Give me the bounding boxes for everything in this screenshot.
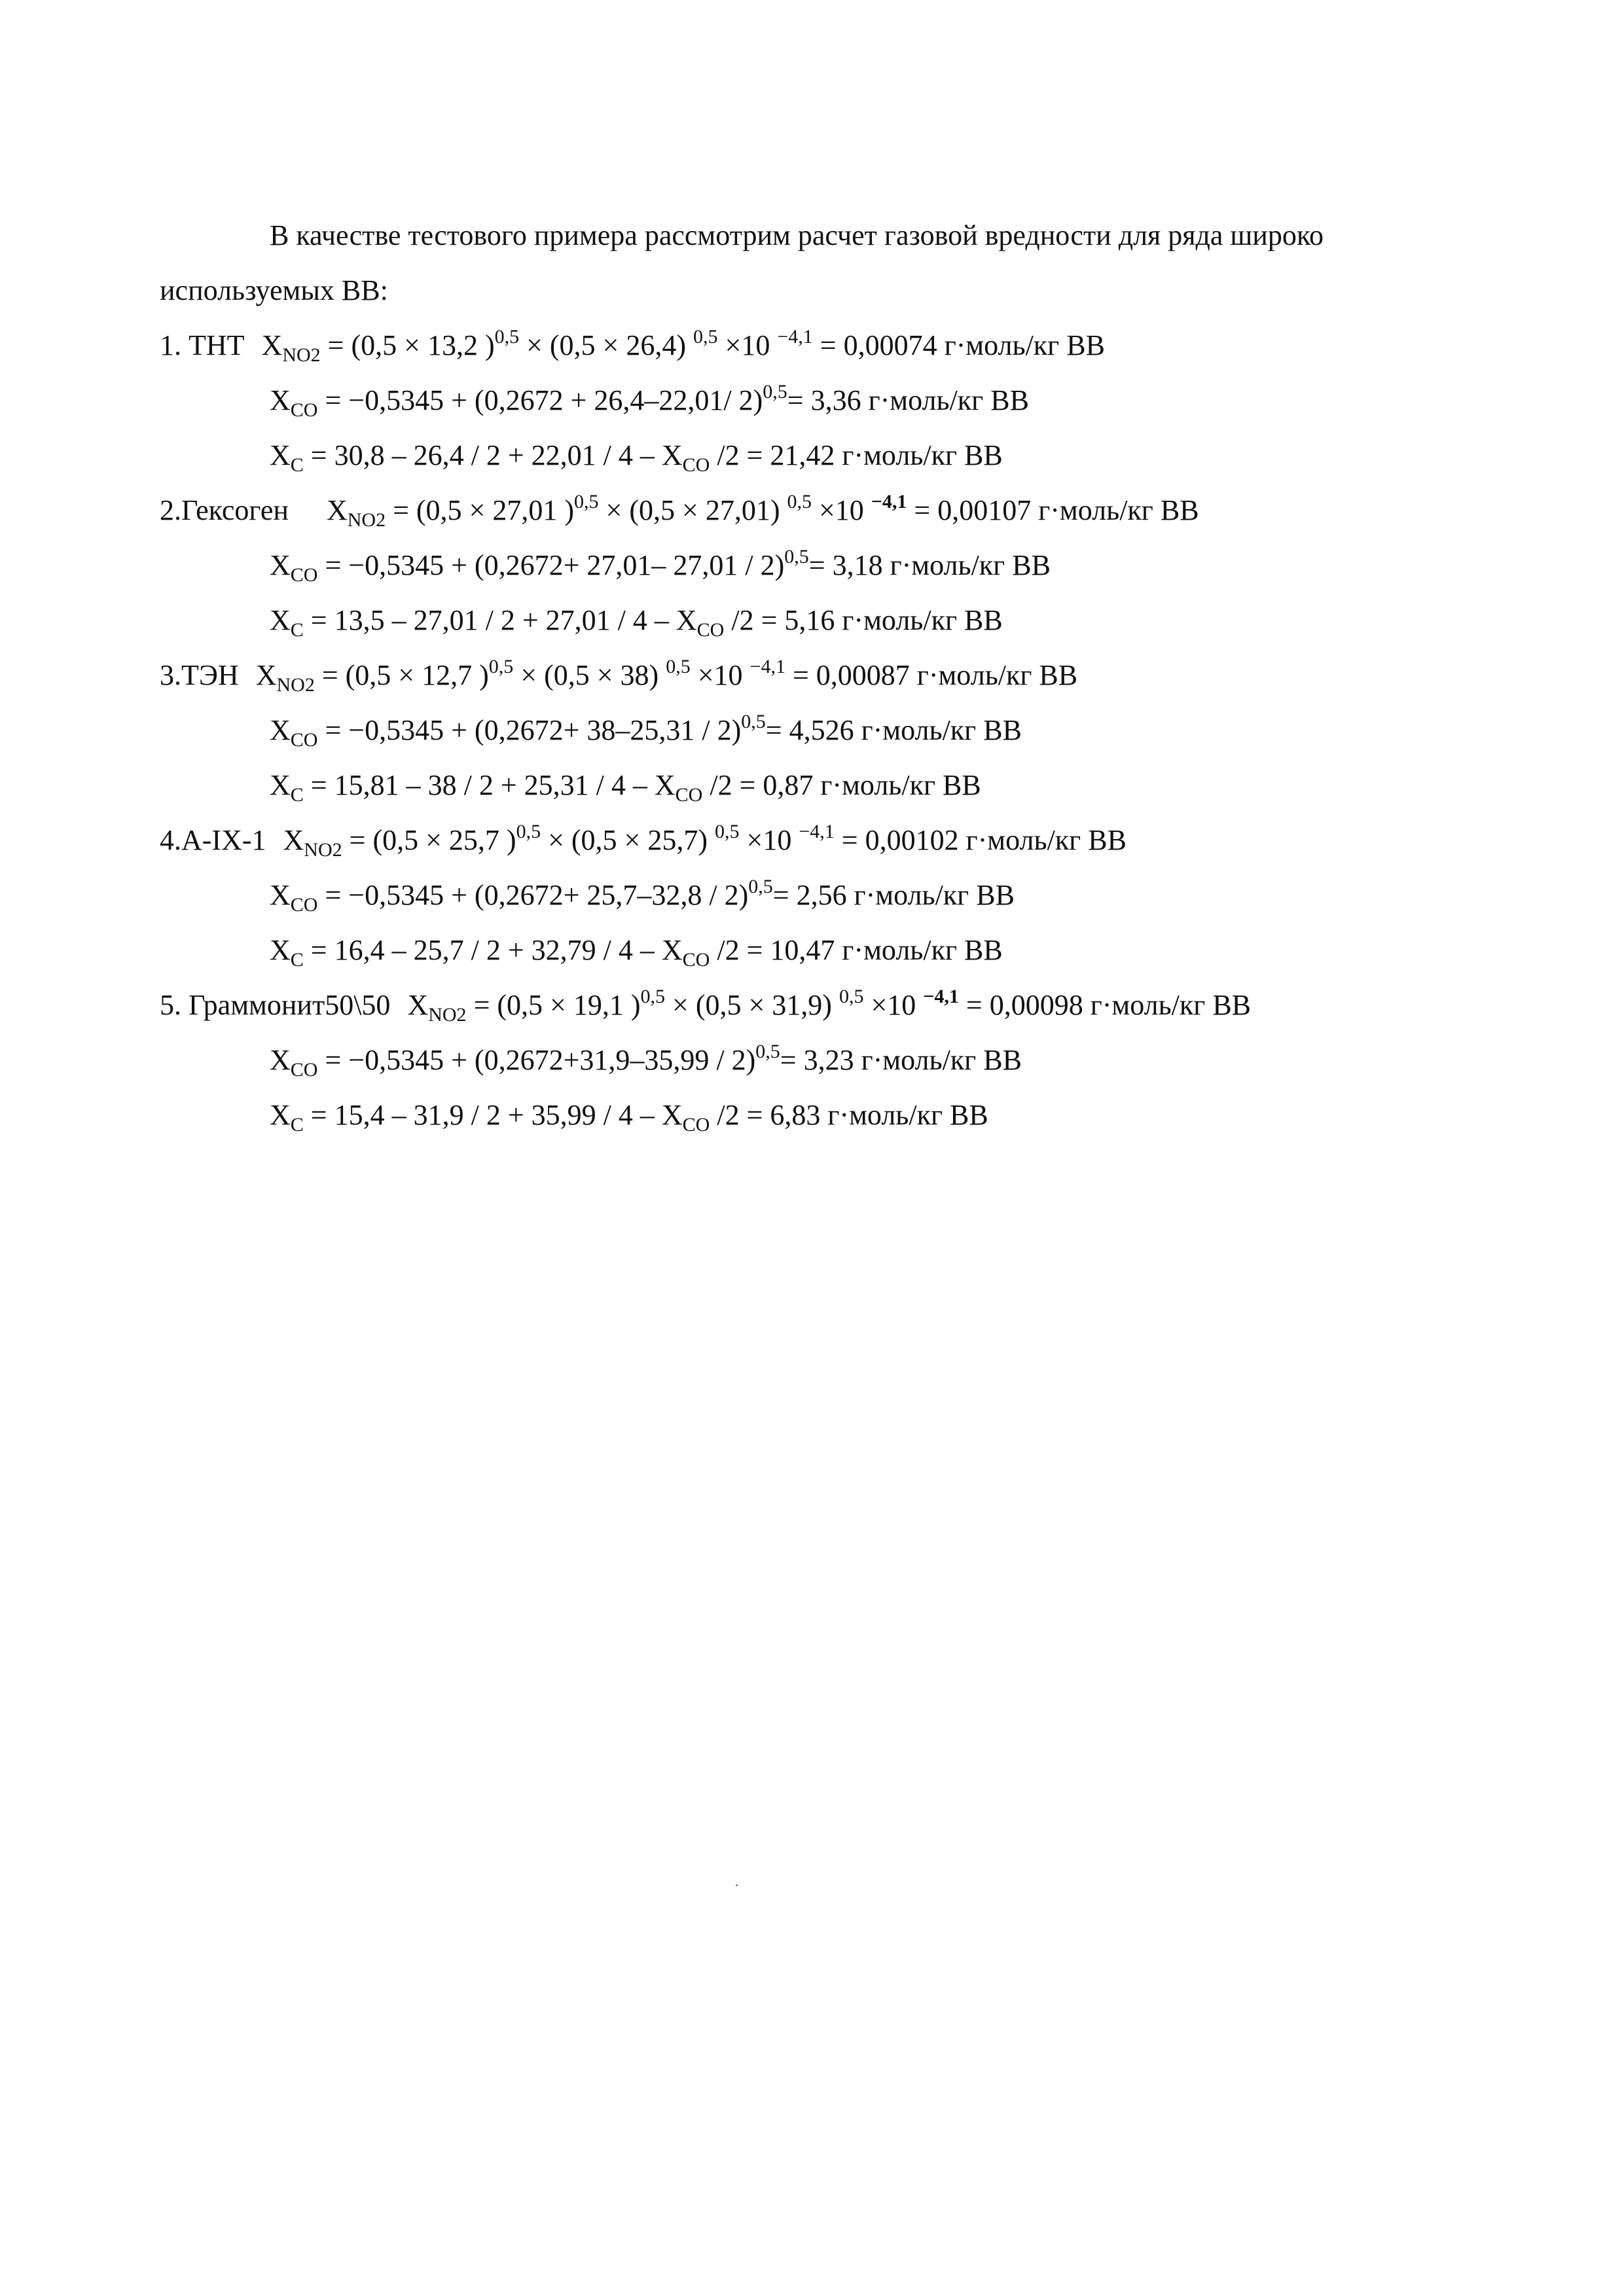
example-5-no2-result: = 0,00098 г·моль/кг ВВ <box>958 989 1252 1021</box>
x-symbol: X <box>661 934 683 966</box>
example-5-co-result: = 3,23 г·моль/кг ВВ <box>780 1044 1022 1076</box>
example-2-co-line <box>160 538 1469 593</box>
co-subscript: CO <box>290 564 318 586</box>
x-symbol: X <box>270 769 291 801</box>
times-ten: ×10 <box>690 659 750 691</box>
x-symbol: X <box>661 1099 683 1131</box>
x-symbol: X <box>255 659 277 691</box>
example-3-no2-eq: = (0,5 × 12,7 ) <box>314 659 489 691</box>
x-symbol: X <box>270 549 291 581</box>
example-5-label: 5. Граммонит50\50 <box>160 989 391 1021</box>
example-1-co-line <box>160 373 1469 428</box>
example-1-c-result: /2 = 21,42 г·моль/кг ВВ <box>710 439 1003 471</box>
no2-subscript: NO2 <box>347 509 386 531</box>
example-1-label: 1. ТНТ <box>160 329 245 361</box>
co-subscript: CO <box>696 619 725 641</box>
example-2-c-line <box>160 593 1469 648</box>
x-symbol: X <box>407 989 429 1021</box>
exponent-half: 0,5 <box>516 821 541 842</box>
co-subscript: CO <box>675 784 703 806</box>
example-5-no2-mid: × (0,5 × 31,9) <box>665 989 839 1021</box>
exponent-neg: −4,1 <box>749 656 785 677</box>
example-3-c-eq: = 15,81 – 38 / 2 + 25,31 / 4 – <box>303 769 655 801</box>
x-symbol: X <box>270 604 291 636</box>
example-4-co-line <box>160 868 1469 923</box>
example-1-c-line <box>160 428 1469 483</box>
example-5-no2-line <box>160 978 1469 1033</box>
example-4-c-eq: = 16,4 – 25,7 / 2 + 32,79 / 4 – <box>303 934 662 966</box>
example-2-c-result: /2 = 5,16 г·моль/кг ВВ <box>724 604 1003 636</box>
no2-subscript: NO2 <box>276 674 315 696</box>
example-5-c-result: /2 = 6,83 г·моль/кг ВВ <box>710 1099 988 1131</box>
exponent-half: 0,5 <box>494 326 520 348</box>
example-1-co-result: = 3,36 г·моль/кг ВВ <box>787 384 1029 416</box>
example-3-c-result: /2 = 0,87 г·моль/кг ВВ <box>702 769 981 801</box>
example-5-c-line <box>160 1088 1469 1143</box>
exponent-half: 0,5 <box>839 986 864 1007</box>
example-1-no2-mid: × (0,5 × 26,4) <box>519 329 694 361</box>
x-symbol: X <box>270 439 291 471</box>
exponent-half: 0,5 <box>787 491 812 512</box>
x-symbol: X <box>270 934 291 966</box>
example-1-no2-eq: = (0,5 × 13,2 ) <box>320 329 495 361</box>
intro-line-1: В качестве тестового примера рассмотрим расчет газовой вредности для ряда широко <box>270 219 1324 251</box>
exponent-neg: −4,1 <box>923 986 959 1007</box>
example-3-no2-mid: × (0,5 × 38) <box>513 659 666 691</box>
example-3-no2-result: = 0,00087 г·моль/кг ВВ <box>785 659 1078 691</box>
co-subscript: CO <box>290 894 318 916</box>
exponent-half: 0,5 <box>488 656 514 677</box>
no2-subscript: NO2 <box>428 1004 467 1026</box>
c-subscript: C <box>290 619 304 641</box>
exponent-half: 0,5 <box>763 381 787 403</box>
example-4-c-line <box>160 923 1469 978</box>
co-subscript: CO <box>290 1059 318 1081</box>
no2-subscript: NO2 <box>304 839 342 861</box>
intro-line-2: используемых ВВ: <box>160 274 388 306</box>
x-symbol: X <box>283 824 304 856</box>
c-subscript: C <box>290 949 304 971</box>
x-symbol: X <box>270 714 291 746</box>
example-4-no2-eq: = (0,5 × 25,7 ) <box>342 824 516 856</box>
example-3-c-line <box>160 758 1469 813</box>
x-symbol: X <box>676 604 697 636</box>
x-symbol: X <box>261 329 283 361</box>
x-symbol: X <box>270 384 291 416</box>
example-4-no2-mid: × (0,5 × 25,7) <box>541 824 715 856</box>
x-symbol: X <box>661 439 683 471</box>
document-body <box>160 208 1469 1143</box>
example-5-co-eq: = −0,5345 + (0,2672+31,9–35,99 / 2) <box>317 1044 756 1076</box>
x-symbol: X <box>270 1044 291 1076</box>
times-ten: ×10 <box>863 989 924 1021</box>
exponent-neg: −4,1 <box>871 491 907 512</box>
example-3-no2-line <box>160 648 1469 703</box>
exponent-half: 0,5 <box>693 326 718 348</box>
example-2-label: 2.Гексоген <box>160 494 289 526</box>
co-subscript: CO <box>290 399 318 421</box>
example-1-no2-result: = 0,00074 г·моль/кг ВВ <box>812 329 1105 361</box>
x-symbol: X <box>654 769 676 801</box>
x-symbol: X <box>270 879 291 911</box>
example-3-co-line <box>160 703 1469 758</box>
example-2-c-eq: = 13,5 – 27,01 / 2 + 27,01 / 4 – <box>303 604 676 636</box>
co-subscript: CO <box>682 454 710 476</box>
scan-speck <box>736 1884 738 1886</box>
exponent-half: 0,5 <box>741 711 766 732</box>
example-2-co-eq: = −0,5345 + (0,2672+ 27,01– 27,01 / 2) <box>317 549 785 581</box>
example-5-c-eq: = 15,4 – 31,9 / 2 + 35,99 / 4 – <box>303 1099 662 1131</box>
example-4-co-eq: = −0,5345 + (0,2672+ 25,7–32,8 / 2) <box>317 879 749 911</box>
example-3-co-eq: = −0,5345 + (0,2672+ 38–25,31 / 2) <box>317 714 742 746</box>
c-subscript: C <box>290 784 304 806</box>
example-2-no2-result: = 0,00107 г·моль/кг ВВ <box>907 494 1199 526</box>
exponent-neg: −4,1 <box>777 326 813 348</box>
example-4-no2-result: = 0,00102 г·моль/кг ВВ <box>834 824 1127 856</box>
no2-subscript: NO2 <box>282 344 321 366</box>
example-1-no2-line <box>160 318 1469 373</box>
exponent-half: 0,5 <box>715 821 740 842</box>
example-2-co-result: = 3,18 г·моль/кг ВВ <box>808 549 1051 581</box>
example-4-label: 4.А-IX-1 <box>160 824 266 856</box>
exponent-neg: −4,1 <box>799 821 835 842</box>
example-5-co-line <box>160 1033 1469 1088</box>
c-subscript: C <box>290 1114 304 1136</box>
example-1-co-eq: = −0,5345 + (0,2672 + 26,4–22,01/ 2) <box>317 384 763 416</box>
example-2-no2-mid: × (0,5 × 27,01) <box>598 494 787 526</box>
example-2-no2-line <box>160 483 1469 538</box>
times-ten: ×10 <box>739 824 799 856</box>
example-2-no2-eq: = (0,5 × 27,01 ) <box>386 494 575 526</box>
exponent-half: 0,5 <box>640 986 665 1007</box>
exponent-half: 0,5 <box>784 546 809 567</box>
x-symbol: X <box>270 1099 291 1131</box>
times-ten: ×10 <box>717 329 778 361</box>
co-subscript: CO <box>682 1114 710 1136</box>
example-4-c-result: /2 = 10,47 г·моль/кг ВВ <box>710 934 1003 966</box>
x-symbol: X <box>326 494 348 526</box>
exponent-half: 0,5 <box>755 1041 780 1062</box>
example-1-c-eq: = 30,8 – 26,4 / 2 + 22,01 / 4 – <box>303 439 662 471</box>
exponent-half: 0,5 <box>574 491 599 512</box>
example-4-no2-line <box>160 813 1469 868</box>
c-subscript: C <box>290 454 304 476</box>
example-3-co-result: = 4,526 г·моль/кг ВВ <box>765 714 1022 746</box>
example-4-co-result: = 2,56 г·моль/кг ВВ <box>772 879 1015 911</box>
co-subscript: CO <box>290 729 318 751</box>
exponent-half: 0,5 <box>666 656 691 677</box>
example-5-no2-eq: = (0,5 × 19,1 ) <box>466 989 641 1021</box>
times-ten: ×10 <box>811 494 871 526</box>
co-subscript: CO <box>682 949 710 971</box>
example-3-label: 3.ТЭН <box>160 659 239 691</box>
exponent-half: 0,5 <box>748 876 773 897</box>
